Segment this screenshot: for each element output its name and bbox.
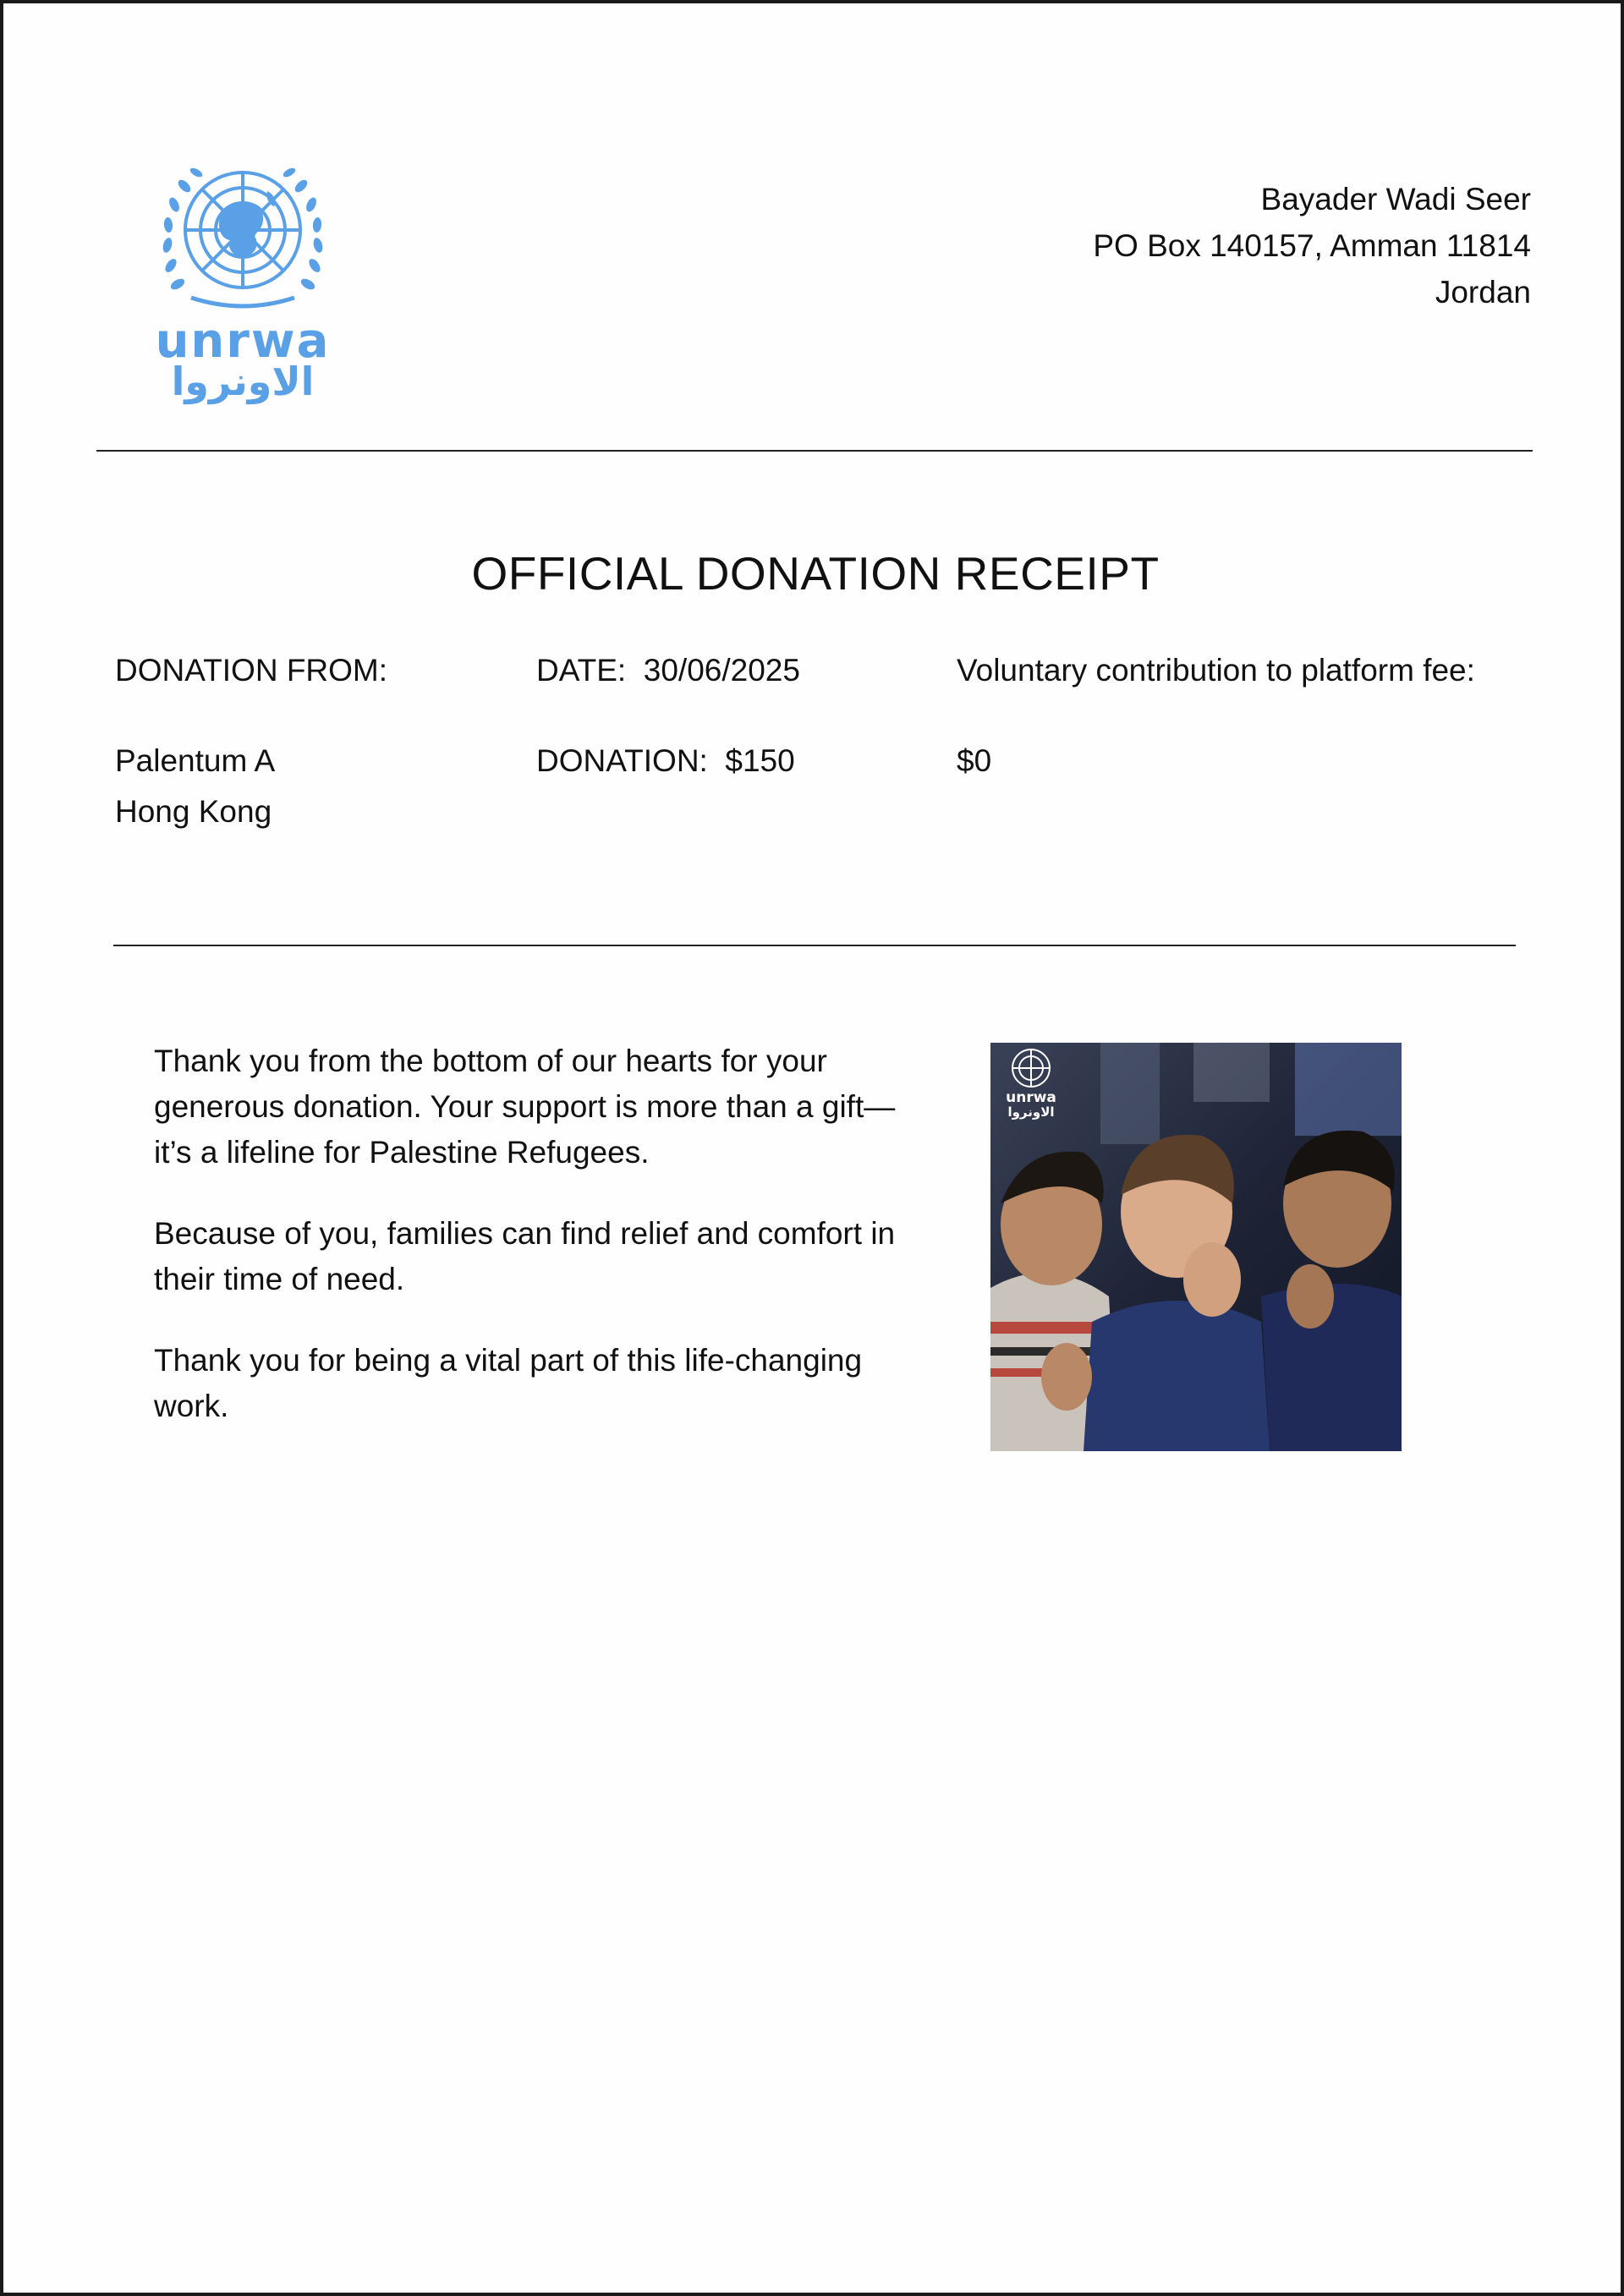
- address-line-1: Bayader Wadi Seer: [1260, 182, 1531, 216]
- donation-label: DONATION:: [536, 743, 708, 778]
- donation-from-label: DONATION FROM:: [115, 653, 388, 688]
- logo-wordmark-ar: الاونروا: [171, 359, 315, 404]
- address-line-3: Jordan: [1435, 275, 1531, 310]
- donor-name: Palentum A: [115, 743, 276, 778]
- message-paragraph-1: Thank you from the bottom of our hearts for your generous donation. Your support is more than a gift—it’s a lifeline for Palestine Refugees.: [154, 1044, 896, 1170]
- platform-fee-label: Voluntary contribution to platform fee:: [957, 653, 1475, 688]
- unrwa-logo: [149, 157, 337, 403]
- date-label: DATE:: [536, 653, 627, 688]
- un-emblem-icon: [149, 157, 337, 315]
- message-paragraph-2: Because of you, families can find relief and comfort in their time of need.: [154, 1216, 896, 1296]
- org-address: [1093, 176, 1531, 315]
- date-field: [536, 645, 800, 696]
- donor-location: Hong Kong: [115, 794, 272, 829]
- platform-fee-value: $0: [957, 743, 992, 778]
- logo-wordmark-en: unrwa: [155, 314, 331, 369]
- header-divider: [96, 450, 1533, 452]
- details-divider: [113, 945, 1516, 946]
- photo-logo-en: unrwa: [1006, 1089, 1056, 1106]
- address-line-2: PO Box 140157, Amman 11814: [1093, 228, 1531, 263]
- message-paragraph-3: Thank you for being a vital part of this life-changing work.: [154, 1343, 863, 1423]
- photo-logo-ar: الاونروا: [1007, 1104, 1055, 1120]
- thank-you-message: [154, 1038, 915, 1465]
- receipt-title: OFFICIAL DONATION RECEIPT: [471, 547, 1160, 600]
- donation-field: [536, 736, 795, 786]
- date-value: 30/06/2025: [643, 653, 800, 688]
- children-photo: [990, 1043, 1402, 1451]
- donation-value: $150: [725, 743, 795, 778]
